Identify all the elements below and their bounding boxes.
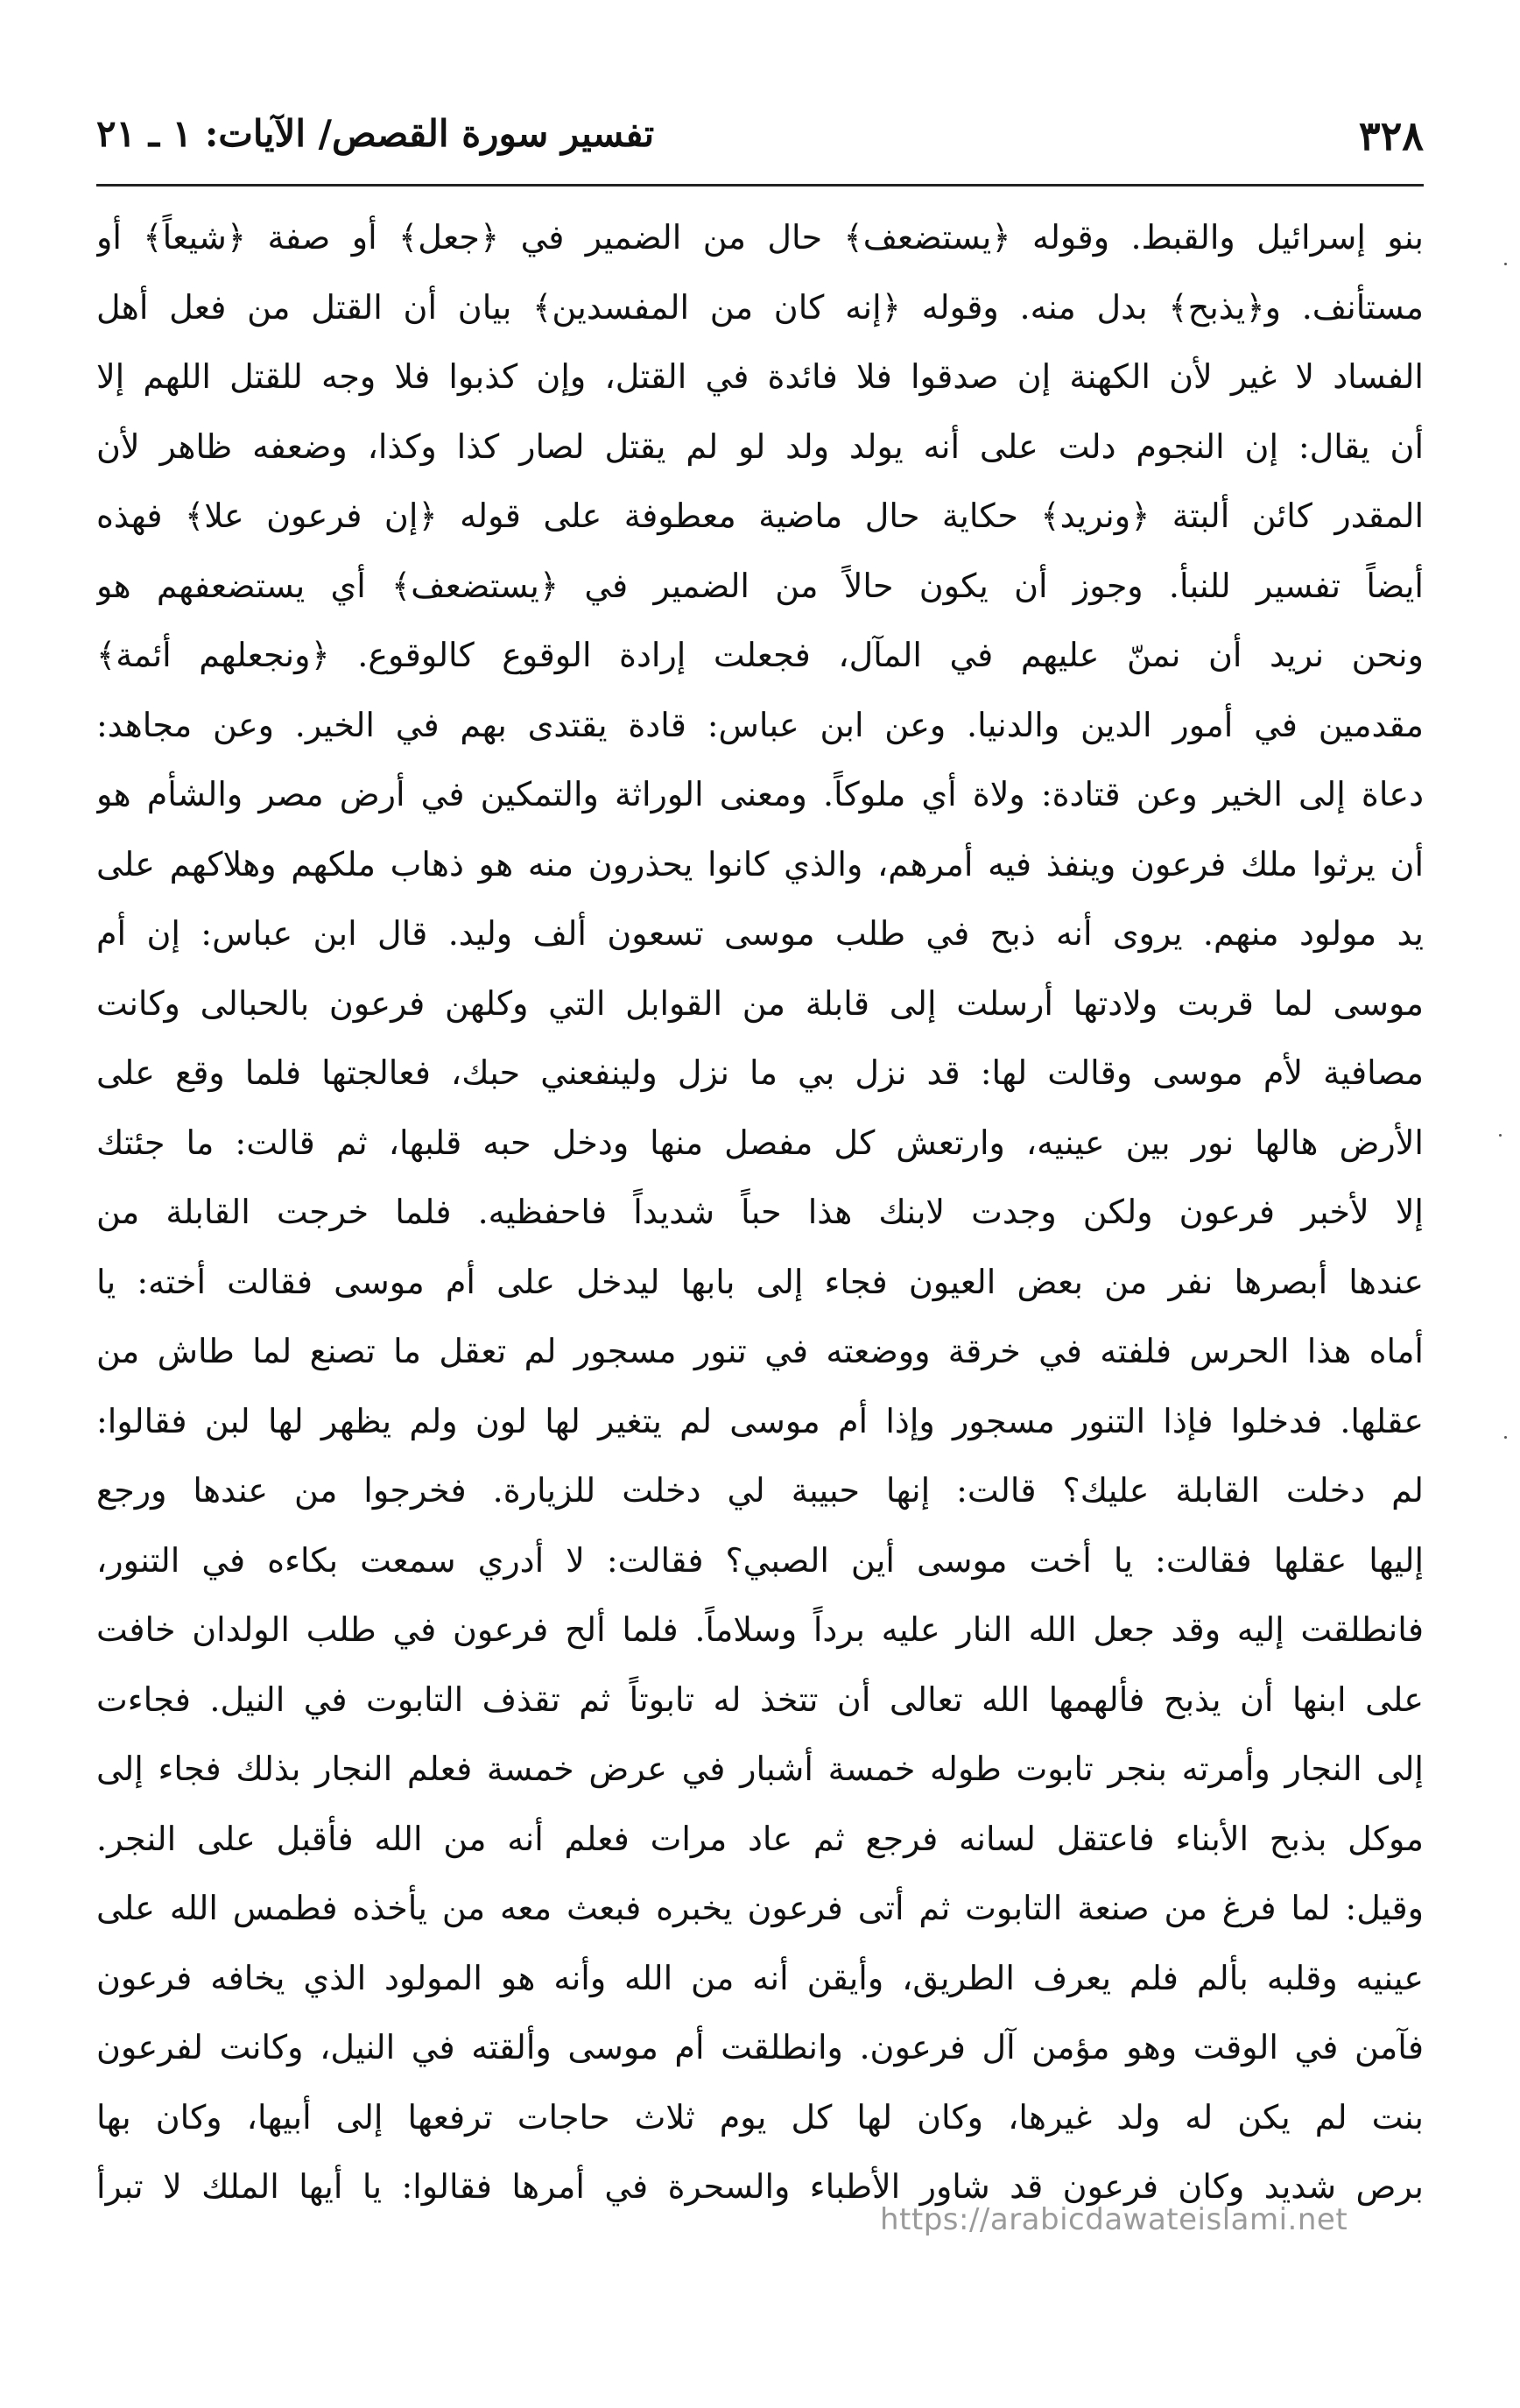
text-line: بنو إسرائيل والقبط. وقوله ﴿يستضعف﴾ حال من الضمير في ﴿جعل﴾ أو صفة ﴿شيعاً﴾ أو bbox=[96, 218, 1424, 257]
scan-speck bbox=[1504, 263, 1507, 265]
text-line: وقيل: لما فرغ من صنعة التابوت ثم أتى فرعون يخبره فبعث معه من يأخذه فطمس الله على bbox=[96, 1889, 1424, 1927]
text-line: أن يرثوا ملك فرعون وينفذ فيه أمرهم، والذي كانوا يحذرون منه هو ذهاب ملكهم وهلاكهم على bbox=[96, 844, 1424, 884]
text-line: إليها عقلها فقالت: يا أخت موسى أين الصبي؟ فقالت: لا أدري سمعت بكاءه في التنور، bbox=[96, 1540, 1424, 1580]
page-header bbox=[96, 105, 1424, 175]
text-line: إلى النجار وأمرته بنجر تابوت طوله خمسة أشبار في عرض خمسة فعلم النجار بذلك فجاء إلى bbox=[96, 1750, 1424, 1788]
text-line: الأرض هالها نور بين عينيه، وارتعش كل مفصل منها ودخل حبه قلبها، ثم قالت: ما جئتك bbox=[96, 1123, 1424, 1162]
text-line: فانطلقت إليه وقد جعل الله النار عليه برداً وسلاماً. فلما ألح فرعون في طلب الولدان خافت bbox=[96, 1610, 1424, 1649]
text-line: عينيه وقلبه بألم فلم يعرف الطريق، وأيقن أنه من الله وأنه هو المولود الذي يخافه فرعون bbox=[96, 1958, 1424, 1997]
text-line: فآمن في الوقت وهو مؤمن آل فرعون. وانطلقت أم موسى وألقته في النيل، وكانت لفرعون bbox=[96, 2028, 1424, 2067]
text-line: مصافية لأم موسى وقالت لها: قد نزل بي ما نزل ولينفعني حبك، فعالجتها فلما وقع على bbox=[96, 1053, 1424, 1092]
text-line: يد مولود منهم. يروى أنه ذبح في طلب موسى تسعون ألف وليد. قال ابن عباس: إن أم bbox=[96, 914, 1424, 953]
body-text bbox=[96, 203, 1424, 2222]
text-line: لم دخلت القابلة عليك؟ قالت: إنها حبيبة لي دخلت للزيارة. فخرجوا من عندها ورجع bbox=[96, 1471, 1424, 1510]
text-line: مستأنف. و﴿يذبح﴾ بدل منه. وقوله ﴿إنه كان من المفسدين﴾ بيان أن القتل من فعل أهل bbox=[96, 287, 1424, 327]
text-line: أيضاً تفسير للنبأ. وجوز أن يكون حالاً من الضمير في ﴿يستضعف﴾ أي يستضعفهم هو bbox=[96, 566, 1424, 605]
header-rule bbox=[96, 184, 1424, 187]
text-line: أماه هذا الحرس فلفته في خرقة ووضعته في تنور مسجور لم تعقل ما تصنع لما طاش من bbox=[96, 1332, 1424, 1370]
website-watermark: https://arabicdawateislami.net bbox=[880, 2202, 1348, 2237]
text-line: ونحن نريد أن نمنّ عليهم في المآل، فجعلت إرادة الوقوع كالوقوع. ﴿ونجعلهم أئمة﴾ bbox=[96, 636, 1424, 674]
text-line: برص شديد وكان فرعون قد شاور الأطباء والسحرة في أمرها فقالوا: يا أيها الملك لا تبرأ bbox=[96, 2167, 1424, 2206]
text-line: موكل بذبح الأبناء فاعتقل لسانه فرجع ثم عاد مرات فعلم أنه من الله فأقبل على النجر. bbox=[96, 1819, 1424, 1858]
scan-speck bbox=[1499, 1134, 1502, 1137]
text-line: موسى لما قربت ولادتها أرسلت إلى قابلة من القوابل التي وكلهن فرعون بالحبالى وكانت bbox=[96, 983, 1424, 1023]
scan-speck bbox=[1504, 1436, 1507, 1439]
text-line: الفساد لا غير لأن الكهنة إن صدقوا فلا فائدة في القتل، وإن كذبوا فلا وجه للقتل اللهم إلا bbox=[96, 357, 1424, 396]
page-number: ٣٢٨ bbox=[1358, 112, 1424, 159]
text-line: أن يقال: إن النجوم دلت على أنه يولد ولد لو لم يقتل لصار كذا وكذا، وضعفه ظاهر لأن bbox=[96, 426, 1424, 466]
text-line: عقلها. فدخلوا فإذا التنور مسجور وإذا أم موسى لم يتغير لها لون ولم يظهر لها لبن فقالوا: bbox=[96, 1401, 1424, 1440]
text-line: عندها أبصرها نفر من بعض العيون فجاء إلى بابها ليدخل على أم موسى فقالت أخته: يا bbox=[96, 1262, 1424, 1301]
text-line: مقدمين في أمور الدين والدنيا. وعن ابن عباس: قادة يقتدى بهم في الخير. وعن مجاهد: bbox=[96, 705, 1424, 744]
text-line: المقدر كائن ألبتة ﴿ونريد﴾ حكاية حال ماضية معطوفة على قوله ﴿إن فرعون علا﴾ فهذه bbox=[96, 496, 1424, 535]
text-line: على ابنها أن يذبح فألهمها الله تعالى أن تتخذ له تابوتاً ثم تقذف التابوت في النيل. فجاءت bbox=[96, 1679, 1424, 1719]
text-line: دعاة إلى الخير وعن قتادة: ولاة أي ملوكاً. ومعنى الوراثة والتمكين في أرض مصر والشأم هو bbox=[96, 775, 1424, 813]
text-line: بنت لم يكن له ولد غيرها، وكان لها كل يوم ثلاث حاجات ترفعها إلى أبيها، وكان بها bbox=[96, 2097, 1424, 2137]
running-title: تفسير سورة القصص/ الآيات: ١ ـ ٢١ bbox=[96, 112, 655, 155]
text-line: إلا لأخبر فرعون ولكن وجدت لابنك هذا حباً شديداً فاحفظيه. فلما خرجت القابلة من bbox=[96, 1193, 1424, 1231]
